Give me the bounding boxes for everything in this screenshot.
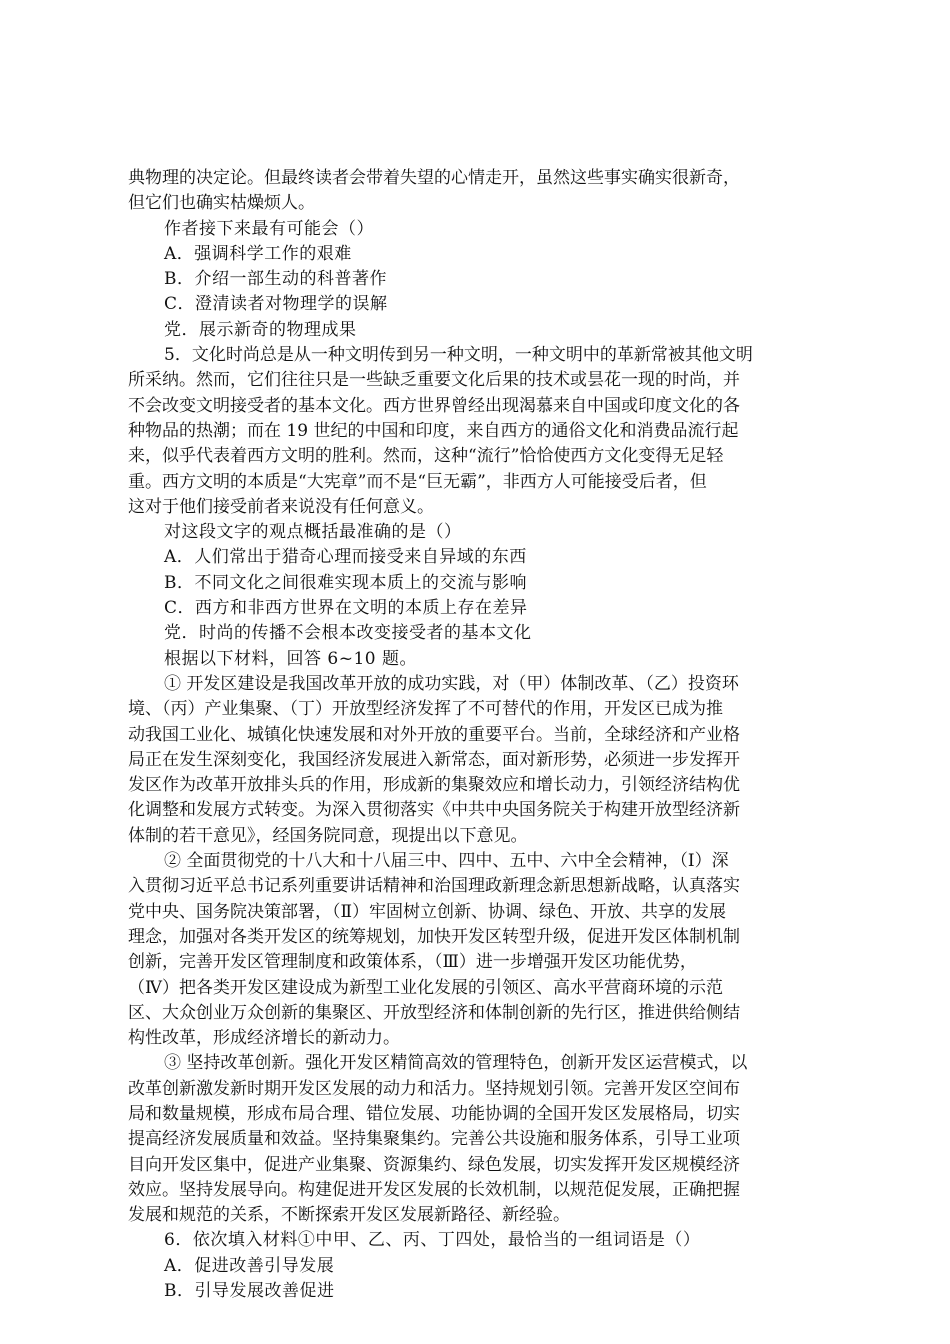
material2-line: 构性改革，形成经济增长的新动力。 <box>128 1028 400 1049</box>
material-paragraph-2 <box>128 849 832 1051</box>
question5-option-a: A．人们常出于猎奇心理而接受来自异域的东西 <box>164 547 527 568</box>
material2-line: 党中央、国务院决策部署，（Ⅱ）牢固树立创新、协调、绿色、开放、共享的发展 <box>128 901 727 922</box>
passage5 <box>128 343 832 520</box>
materials-intro: 根据以下材料，回答 6~10 题。 <box>164 648 417 669</box>
question5-option-b: B．不同文化之间很难实现本质上的交流与影响 <box>164 572 527 593</box>
material1-line: 化调整和发展方式转变。为深入贯彻落实《中共中央国务院关于构建开放型经济新 <box>128 800 740 821</box>
material3-line: 目向开发区集中，促进产业集聚、资源集约、绿色发展，切实发挥开发区规模经济 <box>128 1154 740 1175</box>
passage5-line: 种物品的热潮；而在 19 世纪的中国和印度，来自西方的通俗文化和消费品流行起 <box>128 420 739 441</box>
material2-line: ② 全面贯彻党的十八大和十八届三中、四中、五中、六中全会精神，（Ⅰ）深 <box>164 851 729 872</box>
passage5-line: 来，似乎代表着西方文明的胜利。然而，这种“流行”恰恰使西方文化变得无足轻 <box>128 446 724 467</box>
material1-line: 局正在发生深刻变化，我国经济发展进入新常态，面对新形势，必须进一步发挥开 <box>128 749 740 770</box>
passage5-line: 所采纳。然而，它们往往只是一些缺乏重要文化后果的技术或昙花一现的时尚，并 <box>128 370 740 391</box>
question6-option-a: A．促进改善引导发展 <box>164 1255 335 1276</box>
material-paragraph-1 <box>128 672 832 849</box>
question5-stem: 对这段文字的观点概括最准确的是（） <box>164 522 462 543</box>
material2-line: 创新，完善开发区管理制度和政策体系，（Ⅲ）进一步增强开发区功能优势， <box>128 952 697 973</box>
material2-line: （Ⅳ）把各类开发区建设成为新型工业化发展的引领区、高水平营商环境的示范 <box>128 977 723 998</box>
material2-line: 入贯彻习近平总书记系列重要讲话精神和治国理政新理念新思想新战略，认真落实 <box>128 876 740 897</box>
material1-line: 境、（丙）产业集聚、（丁）开放型经济发挥了不可替代的作用，开发区已成为推 <box>128 699 723 720</box>
question4-option-c: C．澄清读者对物理学的误解 <box>164 294 388 315</box>
question4-option-b: B．介绍一部生动的科普著作 <box>164 269 387 290</box>
question4-option-d: 党．展示新奇的物理成果 <box>164 319 357 340</box>
material3-line: 提高经济发展质量和效益。坚持集聚集约。完善公共设施和服务体系，引导工业项 <box>128 1129 740 1150</box>
passage5-line: 重。西方文明的本质是“大宪章”而不是“巨无霸”，非西方人可能接受后者，但 <box>128 471 707 492</box>
document-page <box>128 166 832 1304</box>
material3-line: 改革创新激发新时期开发区发展的动力和活力。坚持规划引领。完善开发区空间布 <box>128 1078 740 1099</box>
material2-line: 区、大众创业万众创新的集聚区、开放型经济和体制创新的先行区，推进供给侧结 <box>128 1002 740 1023</box>
passage5-line: 这对于他们接受前者来说没有任何意义。 <box>128 496 434 517</box>
question6-option-b: B．引导发展改善促进 <box>164 1281 335 1302</box>
question6-stem: 6．依次填入材料①中甲、乙、丙、丁四处，最恰当的一组词语是（） <box>164 1230 701 1251</box>
material2-line: 理念，加强对各类开发区的统筹规划，加快开发区转型升级，促进开发区体制机制 <box>128 926 740 947</box>
passage4-tail-line2: 但它们也确实枯燥烦人。 <box>128 193 315 214</box>
material-paragraph-3 <box>128 1051 832 1228</box>
material3-line: ③ 坚持改革创新。强化开发区精简高效的管理特色，创新开发区运营模式，以 <box>164 1053 748 1074</box>
passage4-tail-line1: 典物理的决定论。但最终读者会带着失望的心情走开，虽然这些事实确实很新奇， <box>128 168 740 188</box>
question4-stem: 作者接下来最有可能会（） <box>164 218 374 239</box>
material3-line: 发展和规范的关系，不断探索开发区发展新路径、新经验。 <box>128 1205 570 1226</box>
question5-option-d: 党．时尚的传播不会根本改变接受者的基本文化 <box>164 623 532 644</box>
material3-line: 效应。坚持发展导向。构建促进开发区发展的长效机制，以规范促发展，正确把握 <box>128 1179 740 1200</box>
material1-line: 发区作为改革开放排头兵的作用，形成新的集聚效应和增长动力，引领经济结构优 <box>128 775 740 796</box>
question4-option-a: A．强调科学工作的艰难 <box>164 243 352 264</box>
passage5-line: 5．文化时尚总是从一种文明传到另一种文明，一种文明中的革新常被其他文明 <box>164 345 753 366</box>
material1-line: ① 开发区建设是我国改革开放的成功实践，对（甲）体制改革、（乙）投资环 <box>164 673 739 694</box>
material1-line: 体制的若干意见》，经国务院同意，现提出以下意见。 <box>128 825 528 846</box>
passage5-line: 不会改变文明接受者的基本文化。西方世界曾经出现渴慕来自中国或印度文化的各 <box>128 395 740 416</box>
question5-option-c: C．西方和非西方世界在文明的本质上存在差异 <box>164 598 528 619</box>
material1-line: 动我国工业化、城镇化快速发展和对外开放的重要平台。当前，全球经济和产业格 <box>128 724 740 745</box>
material3-line: 局和数量规模，形成布局合理、错位发展、功能协调的全国开发区发展格局，切实 <box>128 1103 740 1124</box>
